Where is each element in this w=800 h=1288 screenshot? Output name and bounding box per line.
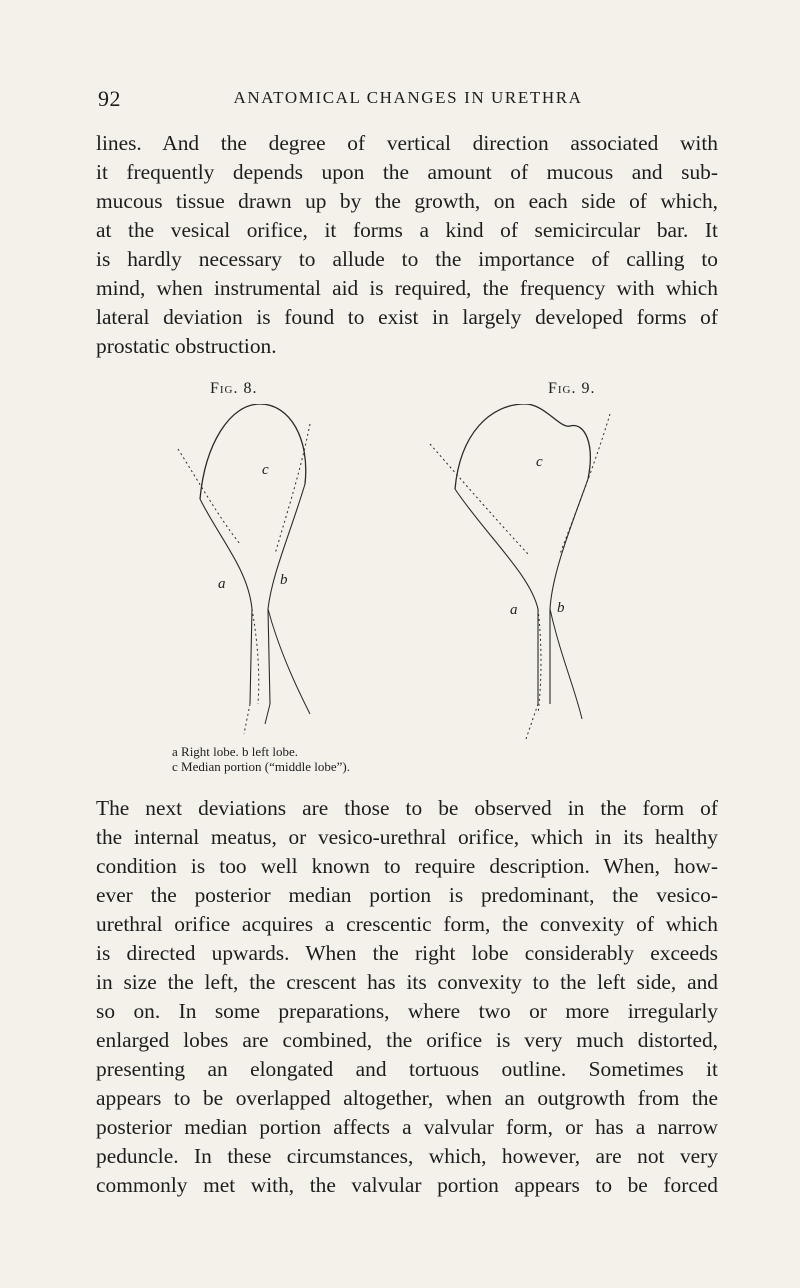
figure-9-letter-b: b [557,600,565,616]
text-line: ever the posterior median portion is predominant, the vesico- [96,883,718,907]
text-line: at the vesical orifice, it forms a kind of semicircular bar. It [96,218,718,242]
text-line: presenting an elongated and tortuous outline. Sometimes it [96,1057,718,1081]
paragraph-2 [96,794,718,1200]
text-line: mucous tissue drawn up by the growth, on each side of which, [96,189,718,213]
page-number: 92 [98,86,121,111]
figure-8-letter-a: a [218,576,226,592]
text-line: the internal meatus, or vesico-urethral orifice, which in its healthy [96,825,718,849]
text-line: in size the left, the crescent has its convexity to the left side, and [96,970,718,994]
text-line: appears to be overlapped altogether, when an outgrowth from the [96,1086,718,1110]
caption-line: c Median portion (“middle lobe”). [172,759,350,774]
text-line: it frequently depends upon the amount of mucous and sub- [96,160,718,184]
figure-9-label: Fig. 9. [548,380,596,397]
text-line: enlarged lobes are combined, the orifice is very much distorted, [96,1028,718,1052]
text-line: prostatic obstruction. [96,334,277,358]
figure-9-letter-c: c [536,454,543,470]
text-line: is directed upwards. When the right lobe considerably exceeds [96,941,718,965]
text-line: peduncle. In these circumstances, which, however, are not very [96,1144,718,1168]
caption-line: a Right lobe. b left lobe. [172,744,299,759]
figure-9-illustration [410,404,640,754]
text-line: lateral deviation is found to exist in largely developed forms of [96,305,718,329]
text-line: mind, when instrumental aid is required, the frequency with which [96,276,718,300]
text-line: lines. And the degree of vertical direction associated with [96,131,718,155]
text-line: commonly met with, the valvular portion appears to be forced [96,1173,718,1197]
text-line: so on. In some preparations, where two or more irregularly [96,999,718,1023]
text-line: is hardly necessary to allude to the importance of calling to [96,247,718,271]
figure-8-letter-c: c [262,462,269,478]
figure-8-label: Fig. 8. [210,380,258,397]
running-title: ANATOMICAL CHANGES IN URETHRA [233,88,583,107]
figure-8-letter-b: b [280,572,288,588]
text-line: condition is too well known to require description. When, how- [96,854,718,878]
figure-caption [172,744,350,774]
text-line: The next deviations are those to be observed in the form of [96,796,718,820]
page-header [98,86,718,110]
figure-8-illustration [160,404,360,744]
figure-9-letter-a: a [510,602,518,618]
text-line: posterior median portion affects a valvular form, or has a narrow [96,1115,718,1139]
text-line: urethral orifice acquires a crescentic form, the convexity of which [96,912,718,936]
paragraph-1 [96,129,718,361]
